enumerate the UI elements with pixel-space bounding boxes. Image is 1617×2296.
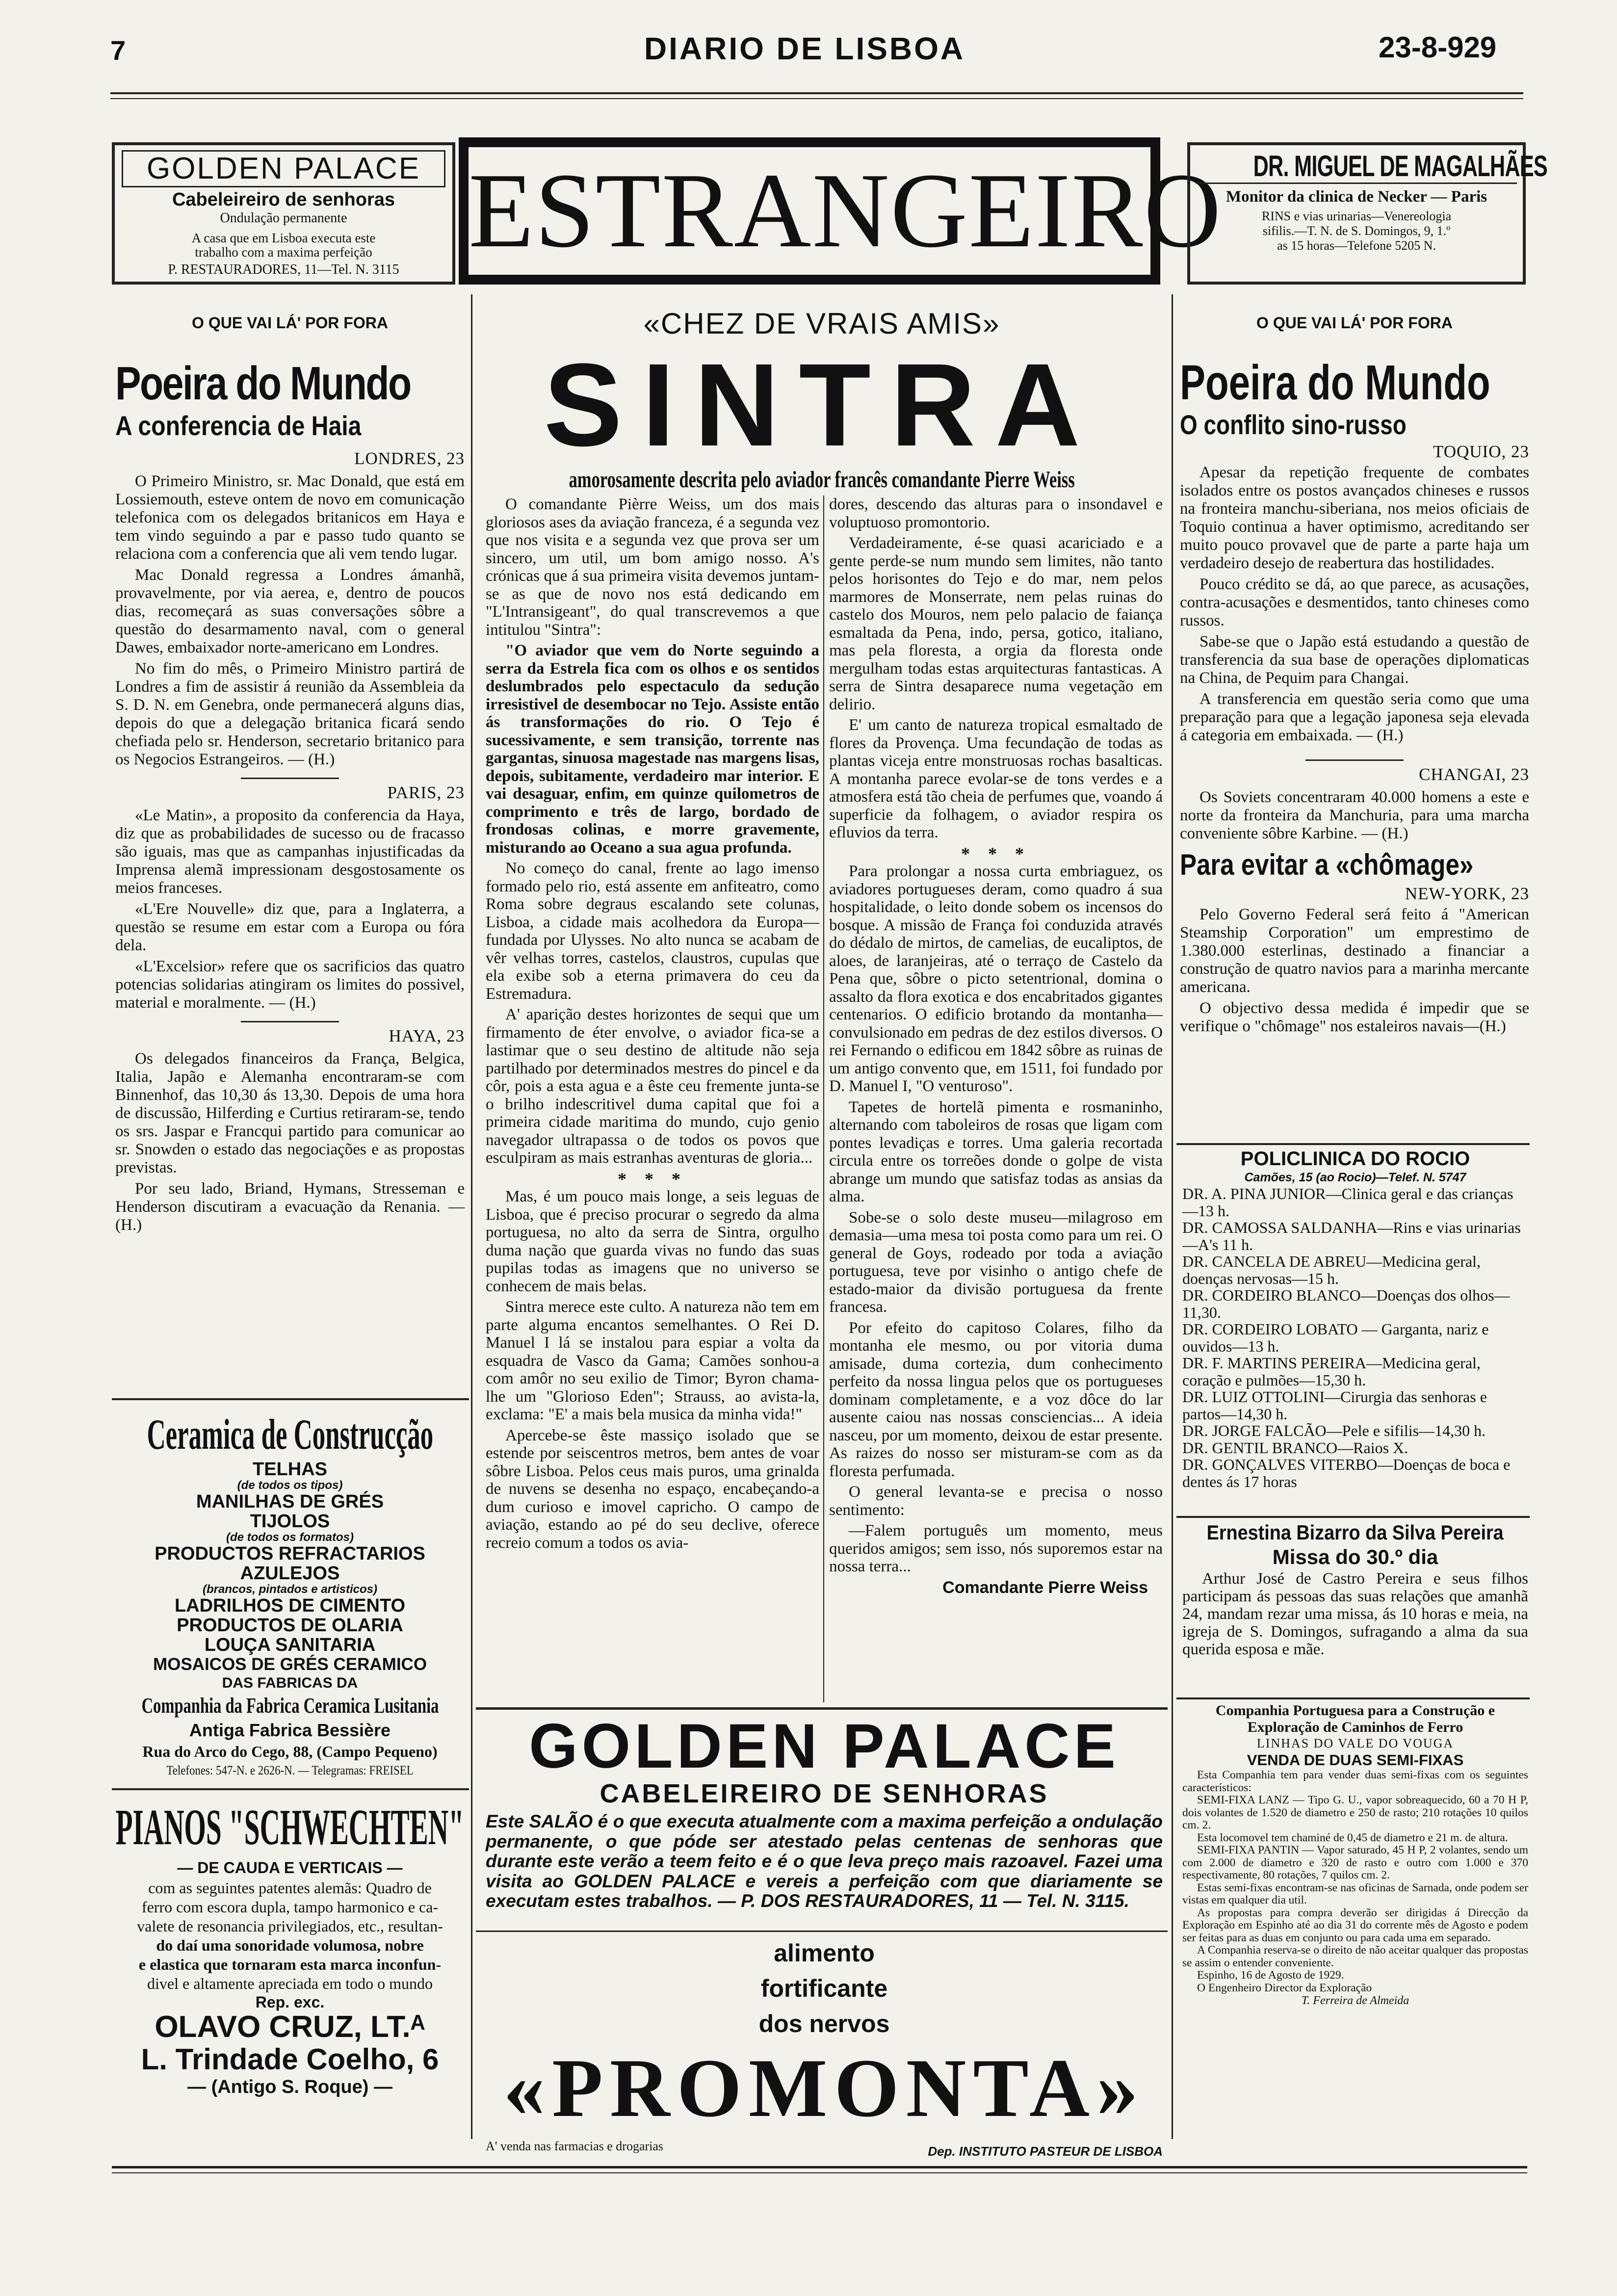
header-rule-2 <box>110 98 1523 99</box>
dateline: TOQUIO, 23 <box>1433 442 1529 461</box>
section-rule <box>112 1788 469 1790</box>
ad-footnote-right: Dep. INSTITUTO PASTEUR DE LISBOA <box>928 2144 1163 2159</box>
doctor-entry: DR. CANCELA DE ABREU—Medicina geral, doenças nervosas—15 h. <box>1182 1252 1481 1287</box>
signature: T. Ferreira de Almeida <box>1301 1994 1409 2007</box>
section-rule <box>112 1398 469 1400</box>
ad-line: MOSAICOS DE GRÉS CERAMICO <box>153 1655 427 1674</box>
paragraph: Mac Donald regressa a Londres ámanhã, provavelmente, por via aerea, e, dentro de poucos dias, recomeçará as suas conversações sôbre a questão do desarmamento naval, com o general Dawes, embaixador norte-americano em Londres. <box>115 566 465 656</box>
center-headline: SINTRA <box>544 339 1100 470</box>
ad-title <box>1182 1521 1528 1544</box>
separator <box>241 778 339 779</box>
ad-line: (de todos os tipos) <box>237 1479 343 1492</box>
paragraph: "O aviador que vem do Norte seguindo a serra da Estrela fica com os olhos e os sentidos deslumbrados pelo espectaculo da sedução irresistivel de desembocar no Tejo. Assiste então ás transformações do rio. O Tejo é sucessivamente, e sem transição, torrente nas gargantas, sinuosa magestade nas margens lisas, depois, subitamente, verdadeiro mar interior. E vai desaguar, enfim, em quinze quilometros de comprimento e três de largo, bordado de frondosas colinas, e morre gravemente, misturando ao Oceano a sua agua profunda. <box>486 642 819 857</box>
ad-line: do daí uma sonoridade volumosa, nobre <box>156 1936 424 1954</box>
paragraph: Tapetes de hortelã pimenta e rosmaninho, alternando com taboleiros de rosas que ligam com pontes levadiças e torres. Uma galeria recortada circula entre os torreões donde o golpe de vista abrange um mundo que satisfaz todas as ansias da alma. <box>829 1098 1163 1205</box>
ad-ceramica <box>115 1410 465 1779</box>
doctor-entry: DR. JORGE FALCÃO—Pele e sifilis—14,30 h. <box>1182 1422 1486 1439</box>
paragraph: Por efeito do capitoso Colares, filho da montanha ele mesmo, ou por vitoria duma amisade, duma cortezia, dum conhecimento perfeito da nossa lingua pelos que os portugueses dominam completamente, e a voz dôce do lar ausente caiou nas nossas consciencias... A ideia nasceu, por um momento, deixou de estar presente. As raizes do nosso ser misturam-se com as da floresta perfumada. <box>829 1319 1163 1480</box>
paragraph: SEMI-FIXA PANTIN — Vapor saturado, 45 H P, 2 volantes, sendo um com 2.000 de diametro e 320 de rasto e outro com 1.000 e 370 respectivamente, 80 rotações, 7 quilos cm. 2. <box>1182 1844 1528 1881</box>
kicker: O QUE VAI LÁ' POR FORA <box>192 314 388 332</box>
paragraph: Por seu lado, Briand, Hymans, Stresseman e Henderson discutiram a evacuação da Renania. — (H.) <box>115 1180 465 1234</box>
ad-line: — DE CAUDA E VERTICAIS — <box>177 1859 403 1877</box>
paragraph: Para prolongar a nossa curta embriaguez, os aviadores portugueses deram, como quadro á sua hospitalidade, o leito donde sobem os incensos do bosque. A missão de França foi conduzida através do dédalo de mirtos, de camelias, de eucaliptos, de aloes, de laranjeiras, até o terraço de Castelo da Pena que, sôbre o picto setentrional, domina o assalto da flora exotica e dos encabritados gigantes centenarios. O edificio brotando da montanha—convulsionado em pedras de dez estilos diversos. O rei Fernando o edificou em 1842 sôbre as ruinas de um antigo convento que, em 1511, foi fundado por D. Manuel I, "O venturoso". <box>829 862 1163 1095</box>
kicker: O QUE VAI LÁ' POR FORA <box>1256 314 1453 332</box>
paragraph: Pelo Governo Federal será feito á "American Steamship Corporation" um emprestimo de 1.380.000 esterlinas, destinado a financiar a construção de quatro navios para a marinha mercante americana. <box>1180 906 1529 996</box>
paragraph: O Engenheiro Director da Exploração <box>1197 1981 1372 1994</box>
paragraph: Verdadeiramente, é-se quasi acariciado e a gente perde-se num mundo sem limites, não tanto pelos horisontes do Tejo e do mar, nem pelos marmores de Monserrate, nem pelas ruinas do castelo dos Mouros, nem pelo palacio de faiança esmaltada da Pena, indo, persa, gotico, italiano, mas pela floresta, a orgia da floresta onde mergulham todas estas arquitecturas fantasticas. A serra de Sintra desaparece numa vegetação em delirio. <box>829 534 1163 713</box>
subhead: A conferencia de Haia <box>115 410 362 441</box>
doctor-entry: DR. A. PINA JUNIOR—Clinica geral e das crianças—13 h. <box>1182 1185 1513 1220</box>
ad-golden-palace-small <box>112 142 455 285</box>
paragraph: A transferencia em questão seria como que uma preparação para que a legação japonesa seja elevada á categoria em embaixada. — (H.) <box>1180 690 1529 744</box>
separator <box>1305 759 1404 761</box>
ad-line: Rua do Arco do Cego, 88, (Campo Pequeno) <box>142 1743 438 1760</box>
section-title: ESTRANGEIRO <box>469 147 1150 275</box>
paragraph: Os delegados financeiros da França, Belgica, Italia, Japão e Alemanha encontraram-se com Binnenhof, das 10,30 ás 13,30. Depois de uma hora de discussão, Hilferding e Curtius retiraram-se, tendo os srs. Jaspar e Francqui partido para comunicar ao sr. Snowden o estado das negociações e as propostas previstas. <box>115 1050 465 1176</box>
paragraph: «L'Ere Nouvelle» diz que, para a Inglaterra, a questão se resume em estar com a Europa ou fóra dela. <box>115 900 465 954</box>
paragraph: No começo do canal, frente ao lago imenso formado pelo rio, está assente em anfiteatro, como Roma sobre degraus escalando sete colunas, Lisboa, a cidade mais acolhedora da Europa—fundada por Ulysses. No alto nunca se acabam de vêr velhas torres, castelos, claustros, cupulas que ela exibe sob a eterna primavera do ceu da Estremadura. <box>486 860 819 1003</box>
section-rule <box>476 1707 1168 1710</box>
ad-title <box>1196 150 1548 184</box>
section-rule <box>1176 1143 1530 1145</box>
newspaper-title: DIARIO DE LISBOA <box>644 31 965 66</box>
paragraph: Arthur José de Castro Pereira e seus filhos participam ás pessoas das suas relações que amanhã 24, mandam rezar uma missa, ás 10 horas e meia, na igreja de S. Domingos, sufragando a alma da sua querida esposa e mãe. <box>1182 1570 1528 1658</box>
ad-line: (brancos, pintados e artisticos) <box>202 1583 378 1596</box>
ad-line: LOUÇA SANITARIA <box>204 1635 376 1655</box>
ad-companhia <box>1182 1702 1528 2007</box>
ad-line: TELHAS <box>253 1459 327 1480</box>
asterisms: * * * <box>961 843 1031 863</box>
ad-body <box>1182 1769 1528 1994</box>
footer-rule-2 <box>112 2172 1527 2173</box>
dateline: CHANGAI, 23 <box>1419 765 1529 784</box>
ad-line: alimento <box>774 1939 875 1967</box>
paragraph: Sobe-se o solo deste museu—milagroso em demasia—uma mesa toi posta como para um rei. O general de Goys, rodeado por toda a aviação portuguesa, teve por visinho o antigo chefe de estado-maior da divisão portuguesa da frente francesa. <box>829 1208 1163 1316</box>
ad-line: TIJOLOS <box>250 1511 330 1532</box>
ad-body <box>115 1879 465 1993</box>
center-kicker: «CHEZ DE VRAIS AMIS» <box>643 307 1000 340</box>
dateline: LONDRES, 23 <box>354 449 465 468</box>
ad-title: GOLDEN PALACE <box>529 1711 1120 1781</box>
paragraph: Esta Companhia tem para vender duas semi-fixas com os seguintes característicos: <box>1182 1769 1528 1794</box>
center-col-1 <box>486 496 819 1555</box>
paragraph: O general levanta-se e precisa o nosso sentimento: <box>829 1483 1163 1519</box>
ad-line: A casa que em Lisboa executa este <box>191 231 376 245</box>
subhead: O conflito sino-russo <box>1180 409 1407 440</box>
dateline: NEW-YORK, 23 <box>1405 884 1529 903</box>
ad-line: as 15 horas—Telefone 5205 N. <box>1277 238 1436 253</box>
paragraph: O objectivo dessa medida é impedir que se verifique o "chômage" nos estaleiros navais—(H.) <box>1180 999 1529 1035</box>
ad-body <box>1182 1570 1528 1658</box>
signature: Comandante Pierre Weiss <box>942 1578 1148 1597</box>
headline: Poeira do Mundo <box>115 357 411 410</box>
paragraph: O comandante Pièrre Weiss, um dos mais gloriosos ases da aviação franceza, é a segunda vez que nos visita e a segunda vez que prova ser um sincero, um util, um bom amigo nosso. A's crónicas que á sua primeira visita devemos juntam-se as que de novo nos está dedicando em "L'Intransigeant", do qual transcrevemos a que intitulou "Sintra": <box>486 496 819 639</box>
column-rule <box>1172 294 1173 2139</box>
ad-brand: «PROMONTA» <box>503 2042 1145 2134</box>
paragraph: «L'Excelsior» refere que os sacrificios das quatro potencias solidarias atingiram os limites do possivel, material e moralmente. — (H.) <box>115 958 465 1012</box>
article-body <box>1180 788 1529 843</box>
paragraph: Sabe-se que o Japão está estudando a questão de transferencia da sua base de operações diplomaticas na China, de Pequim para Changai. <box>1180 633 1529 687</box>
doctor-entry: DR. CORDEIRO LOBATO — Garganta, nariz e ouvidos—13 h. <box>1182 1320 1489 1355</box>
doctor-entry: DR. GONÇALVES VITERBO—Doenças de boca e dentes ás 17 horas <box>1182 1456 1511 1490</box>
article-body <box>115 1050 465 1234</box>
ad-line: Monitor da clinica de Necker — Paris <box>1226 188 1487 206</box>
ad-line: L. Trindade Coelho, 6 <box>141 2043 439 2076</box>
headline: Para evitar a «chômage» <box>1180 848 1474 881</box>
ad-line: Ondulação permanente <box>220 210 347 226</box>
separator <box>241 1021 339 1022</box>
ad-line: PRODUCTOS REFRACTARIOS <box>155 1543 425 1564</box>
ad-line: com as seguintes patentes alemãs: Quadro de <box>148 1879 432 1897</box>
ad-title: Companhia Portuguesa para a Construção e Exploração de Caminhos de Ferro <box>1215 1702 1495 1735</box>
footer-rule <box>112 2166 1527 2168</box>
ad-title: POLICLINICA DO ROCIO <box>1240 1148 1470 1170</box>
ad-pianos <box>115 1798 465 2098</box>
article-body <box>115 807 465 1012</box>
doctor-entry: DR. CAMOSSA SALDANHA—Rins e vias urinarias—A's 11 h. <box>1182 1219 1521 1253</box>
ad-title <box>115 1410 465 1460</box>
paragraph: A Companhia reserva-se o direito de não aceitar qualquer das propostas se assim o entender conveniente. <box>1182 1944 1528 1969</box>
doctor-entry: DR. CORDEIRO BLANCO—Doenças dos olhos—11,30. <box>1182 1286 1510 1321</box>
ad-line: Cabeleireiro de senhoras <box>172 189 395 210</box>
paragraph: Pouco crédito se dá, ao que parece, as acusações, contra-acusações e desmentidos, tanto chineses como russos. <box>1180 575 1529 629</box>
doctor-list <box>1182 1185 1528 1490</box>
article-body <box>1180 906 1529 1036</box>
paragraph: dores, descendo das alturas para o insondavel e voluptuoso promontorio. <box>829 496 1163 531</box>
paragraph: SEMI-FIXA LANZ — Tipo G. U., vapor sobreaquecido, 60 a 70 H P, dois volantes de 1.520 de diametro e 250 de rasto; 210 rotações 10 quilos cm. 2. <box>1182 1794 1528 1831</box>
paragraph: «Le Matin», a proposito da conferencia da Haya, diz que as probabilidades de sucesso ou de fracasso são iguais, mas que as campanhas injustificadas da Imprensa alemã impressionam desgostosamente os meios franceses. <box>115 807 465 897</box>
doctor-entry: DR. F. MARTINS PEREIRA—Medicina geral, coração e pulmões—15,30 h. <box>1182 1354 1481 1389</box>
ad-line: MANILHAS DE GRÉS <box>196 1491 384 1512</box>
ad-title-text: Ernestina Bizarro da Silva Pereira <box>1206 1521 1504 1544</box>
doctor-entry: DR. GENTIL BRANCO—Raios X. <box>1182 1438 1408 1457</box>
ad-line: OLAVO CRUZ, LT.ᴬ <box>155 2010 425 2044</box>
paragraph: Espinho, 16 de Agosto de 1929. <box>1197 1969 1344 1982</box>
ad-line: sifilis.—T. N. de S. Domingos, 9, 1.º <box>1262 224 1451 238</box>
ad-policlinica <box>1182 1148 1528 1490</box>
paragraph: As propostas para compra deverão ser dirigidas á Direcção da Exploração em Espinho até ao dia 31 do corrente mês de Agosto e podem ser feitas para as duas em conjunto ou para cada uma em separado. <box>1182 1906 1528 1944</box>
center-subhead-text: amorosamente descrita pelo aviador francês comandante Pierre Weiss <box>569 467 1075 493</box>
paragraph: Apesar da repetição frequente de combates isolados entre os postos avançados chineses e russos na fronteira manchu-siberiana, nos meios oficiais de Toquio continua a haver optimismo, acreditando ser muito pouco provavel que de parte a parte haja um verdadeiro desejo de reabertura das hostilidades. <box>1180 464 1529 572</box>
ad-line <box>115 1762 465 1779</box>
ad-line-text: Telefones: 547-N. e 2626-N. — Telegramas: FREISEL <box>166 1763 414 1777</box>
doctor-entry: DR. LUIZ OTTOLINI—Cirurgia das senhoras e partos—14,30 h. <box>1182 1388 1487 1423</box>
ad-body: Este SALÃO é o que executa atualmente com a maxima perfeição a ondulação permanente, o que póde ser atestado pelas centenas de senhoras que durante este verão a teem feito e é o que leva preço mais razoavel. Fazei uma visita ao GOLDEN PALACE e vereis a perfeição com que diariamente se executam estes trabalhos. — P. DOS RESTAURADORES, 11 — Tel. N. 3115. <box>486 1811 1163 1911</box>
section-rule <box>1176 1697 1530 1699</box>
center-col-2 <box>829 496 1163 1596</box>
headline: Poeira do Mundo <box>1180 355 1490 410</box>
paragraph: E' um canto de natureza tropical esmaltado de flores da Provença. Uma fecundação de todas as plantas viceja entre monstruosas rochas basalticas. A montanha parece evolar-se de tons verdes e a atmosfera está tão cheia de perfumes que, voando á superficie da folhagem, o aviador respira os efluvios da terra. <box>829 716 1163 841</box>
paragraph: Sintra merece este culto. A natureza não tem em parte alguma encantos semelhantes. O Rei D. Manuel I lá se instalou para espiar a volta da esquadra de Vasco da Gama; Camões sonhou-a com amôr no seu exilio de Timor; Byron chama-lhe um "Glorioso Eden"; Strauss, ao avista-la, exclama: "E' a mais bela musica da minha vida!" <box>486 1298 819 1423</box>
paragraph: —Falem português um momento, meus queridos amigos; sem isso, nós suporemos estar na nossa terra... <box>829 1522 1163 1575</box>
ad-promonta <box>486 1935 1163 2161</box>
ad-doctor-magalhaes <box>1187 142 1548 285</box>
issue-date: 23-8-929 <box>1379 31 1497 64</box>
ad-line: (de todos os formatos) <box>226 1531 354 1544</box>
ad-title-text: PIANOS "SCHWECHTEN" <box>115 1799 465 1855</box>
dateline: PARIS, 23 <box>387 783 465 802</box>
section-rule <box>1176 1516 1530 1518</box>
header-rule <box>110 92 1523 94</box>
article-body <box>1180 464 1529 745</box>
ad-line: ferro com escora dupla, tampo harmonico e ca- <box>141 1898 439 1916</box>
left-column <box>115 314 465 1237</box>
ad-line: Rep. exc. <box>255 1993 325 2011</box>
ad-subtitle: CABELEIREIRO DE SENHORAS <box>600 1779 1049 1808</box>
asterisms: * * * <box>618 1169 687 1189</box>
ad-line: P. RESTAURADORES, 11—Tel. N. 3115 <box>168 262 399 277</box>
ad-subtitle: LINHAS DO VALE DO VOUGA <box>1256 1736 1454 1750</box>
ad-subtitle: VENDA DE DUAS SEMI-FIXAS <box>1247 1751 1464 1769</box>
article-body <box>115 472 465 769</box>
ad-line: PRODUCTOS DE OLARIA <box>177 1615 403 1636</box>
ad-missa <box>1182 1521 1528 1661</box>
ad-line: divel e altamente apreciada em todo o mundo <box>147 1975 433 1992</box>
page-number: 7 <box>110 35 126 66</box>
ad-line: AZULEJOS <box>240 1563 340 1584</box>
column-rule <box>471 294 472 2139</box>
ad-line <box>115 1692 465 1720</box>
paragraph: Esta locomovel tem chaminé de 0,45 de diametro e 21 m. de altura. <box>1197 1831 1508 1844</box>
ad-line: dos nervos <box>758 2010 890 2037</box>
section-masthead <box>459 137 1222 285</box>
ad-line: Antiga Fabrica Bessière <box>189 1720 391 1740</box>
paragraph: Apercebe-se êste massiço isolado que se estende por seiscentros metros, bem antes de voar sôbre Lisboa. Pelos ceus mais puros, uma grinalda de nuvens se desenha no espaço, encabeçando-a dum curioso e imovel capricho. O campo de aviação, estando ao pé do seu declive, oferece recreio comum a todos os avia- <box>486 1426 819 1552</box>
right-column <box>1180 314 1529 1039</box>
paragraph: A' aparição destes horizontes de sequi que um firmamento de éter envolve, o aviador fica-se a lastimar que o seu destino de altitude não seja partilhado por determinados mestres do pincel e da côr, pois a esta agua e a êste ceu fremente junta-se o brilho indescritivel duma capital que foi a primeira cidade maritima do mundo, cujo genio navegador ultrapassa o de todos os povos que esculpiram as mais estranhas aventuras de gloria... <box>486 1006 819 1167</box>
center-subhead <box>481 466 1163 493</box>
column-rule <box>823 496 824 1702</box>
ad-line: — (Antigo S. Roque) — <box>187 2077 392 2097</box>
paragraph: No fim do mês, o Primeiro Ministro partirá de Londres a fim de assistir á reunião da Assembleia da S. D. N. em Genebra, onde permanecerá alguns dias, depois do que a delegação britanica ficará sendo chefiada pelo sr. Henderson, secretario britanico para os Negocios Estrangeiros. — (H.) <box>115 660 465 768</box>
section-rule <box>476 1931 1168 1932</box>
ad-line: DAS FABRICAS DA <box>222 1675 358 1691</box>
ad-line-text: Companhia da Fabrica Ceramica Lusitania <box>141 1694 439 1718</box>
paragraph: Os Soviets concentraram 40.000 homens a este e norte da fronteira da Manchuria, para uma marcha conveniente sôbre Karbine. — (H.) <box>1180 788 1529 842</box>
ad-address: Camões, 15 (ao Rocio)—Telef. N. 5747 <box>1244 1171 1466 1184</box>
paragraph: Mas, é um pouco mais longe, a seis leguas de Lisboa, que é preciso procurar o segredo da alma portuguesa, no alto da serra de Sintra, orgulho duma nação que guarda vivas no fundo das suas pupilas todas as imagens que no universo se conhecem de mais belas. <box>486 1188 819 1295</box>
ad-golden-palace-big <box>486 1711 1163 1926</box>
paragraph: O Primeiro Ministro, sr. Mac Donald, que está em Lossiemouth, esteve ontem de novo em comunicação telefonica com os delegados britanicos em Haya e tem vindo seguindo a par e passo tudo quanto se relaciona com a conferencia que ali vem tendo lugar. <box>115 472 465 563</box>
ad-subtitle: Missa do 30.º dia <box>1272 1545 1438 1568</box>
ad-title: GOLDEN PALACE <box>122 150 445 187</box>
paragraph: Estas semi-fixas encontram-se nas oficinas de Sarnada, onde podem ser vistas em qualquer dia util. <box>1182 1881 1528 1906</box>
ad-footnote-left: A' venda nas farmacias e drogarias <box>486 2139 664 2153</box>
ad-line: fortificante <box>760 1975 888 2002</box>
ad-line: LADRILHOS DE CIMENTO <box>174 1595 406 1616</box>
ad-title <box>115 1798 465 1857</box>
ad-title-text: Ceramica de Construcção <box>147 1411 433 1459</box>
ad-line: trabalho com a maxima perfeição <box>195 245 372 260</box>
dateline: HAYA, 23 <box>389 1026 465 1045</box>
ad-line: valete de resonancia privilegiados, etc., resultan- <box>137 1917 443 1935</box>
ad-line: e elastica que tornaram esta marca inconfun- <box>138 1956 442 1973</box>
ad-line: RINS e vias urinarias—Venereologia <box>1261 209 1452 223</box>
ad-title-text: DR. MIGUEL DE MAGALHÃES <box>1253 150 1548 183</box>
